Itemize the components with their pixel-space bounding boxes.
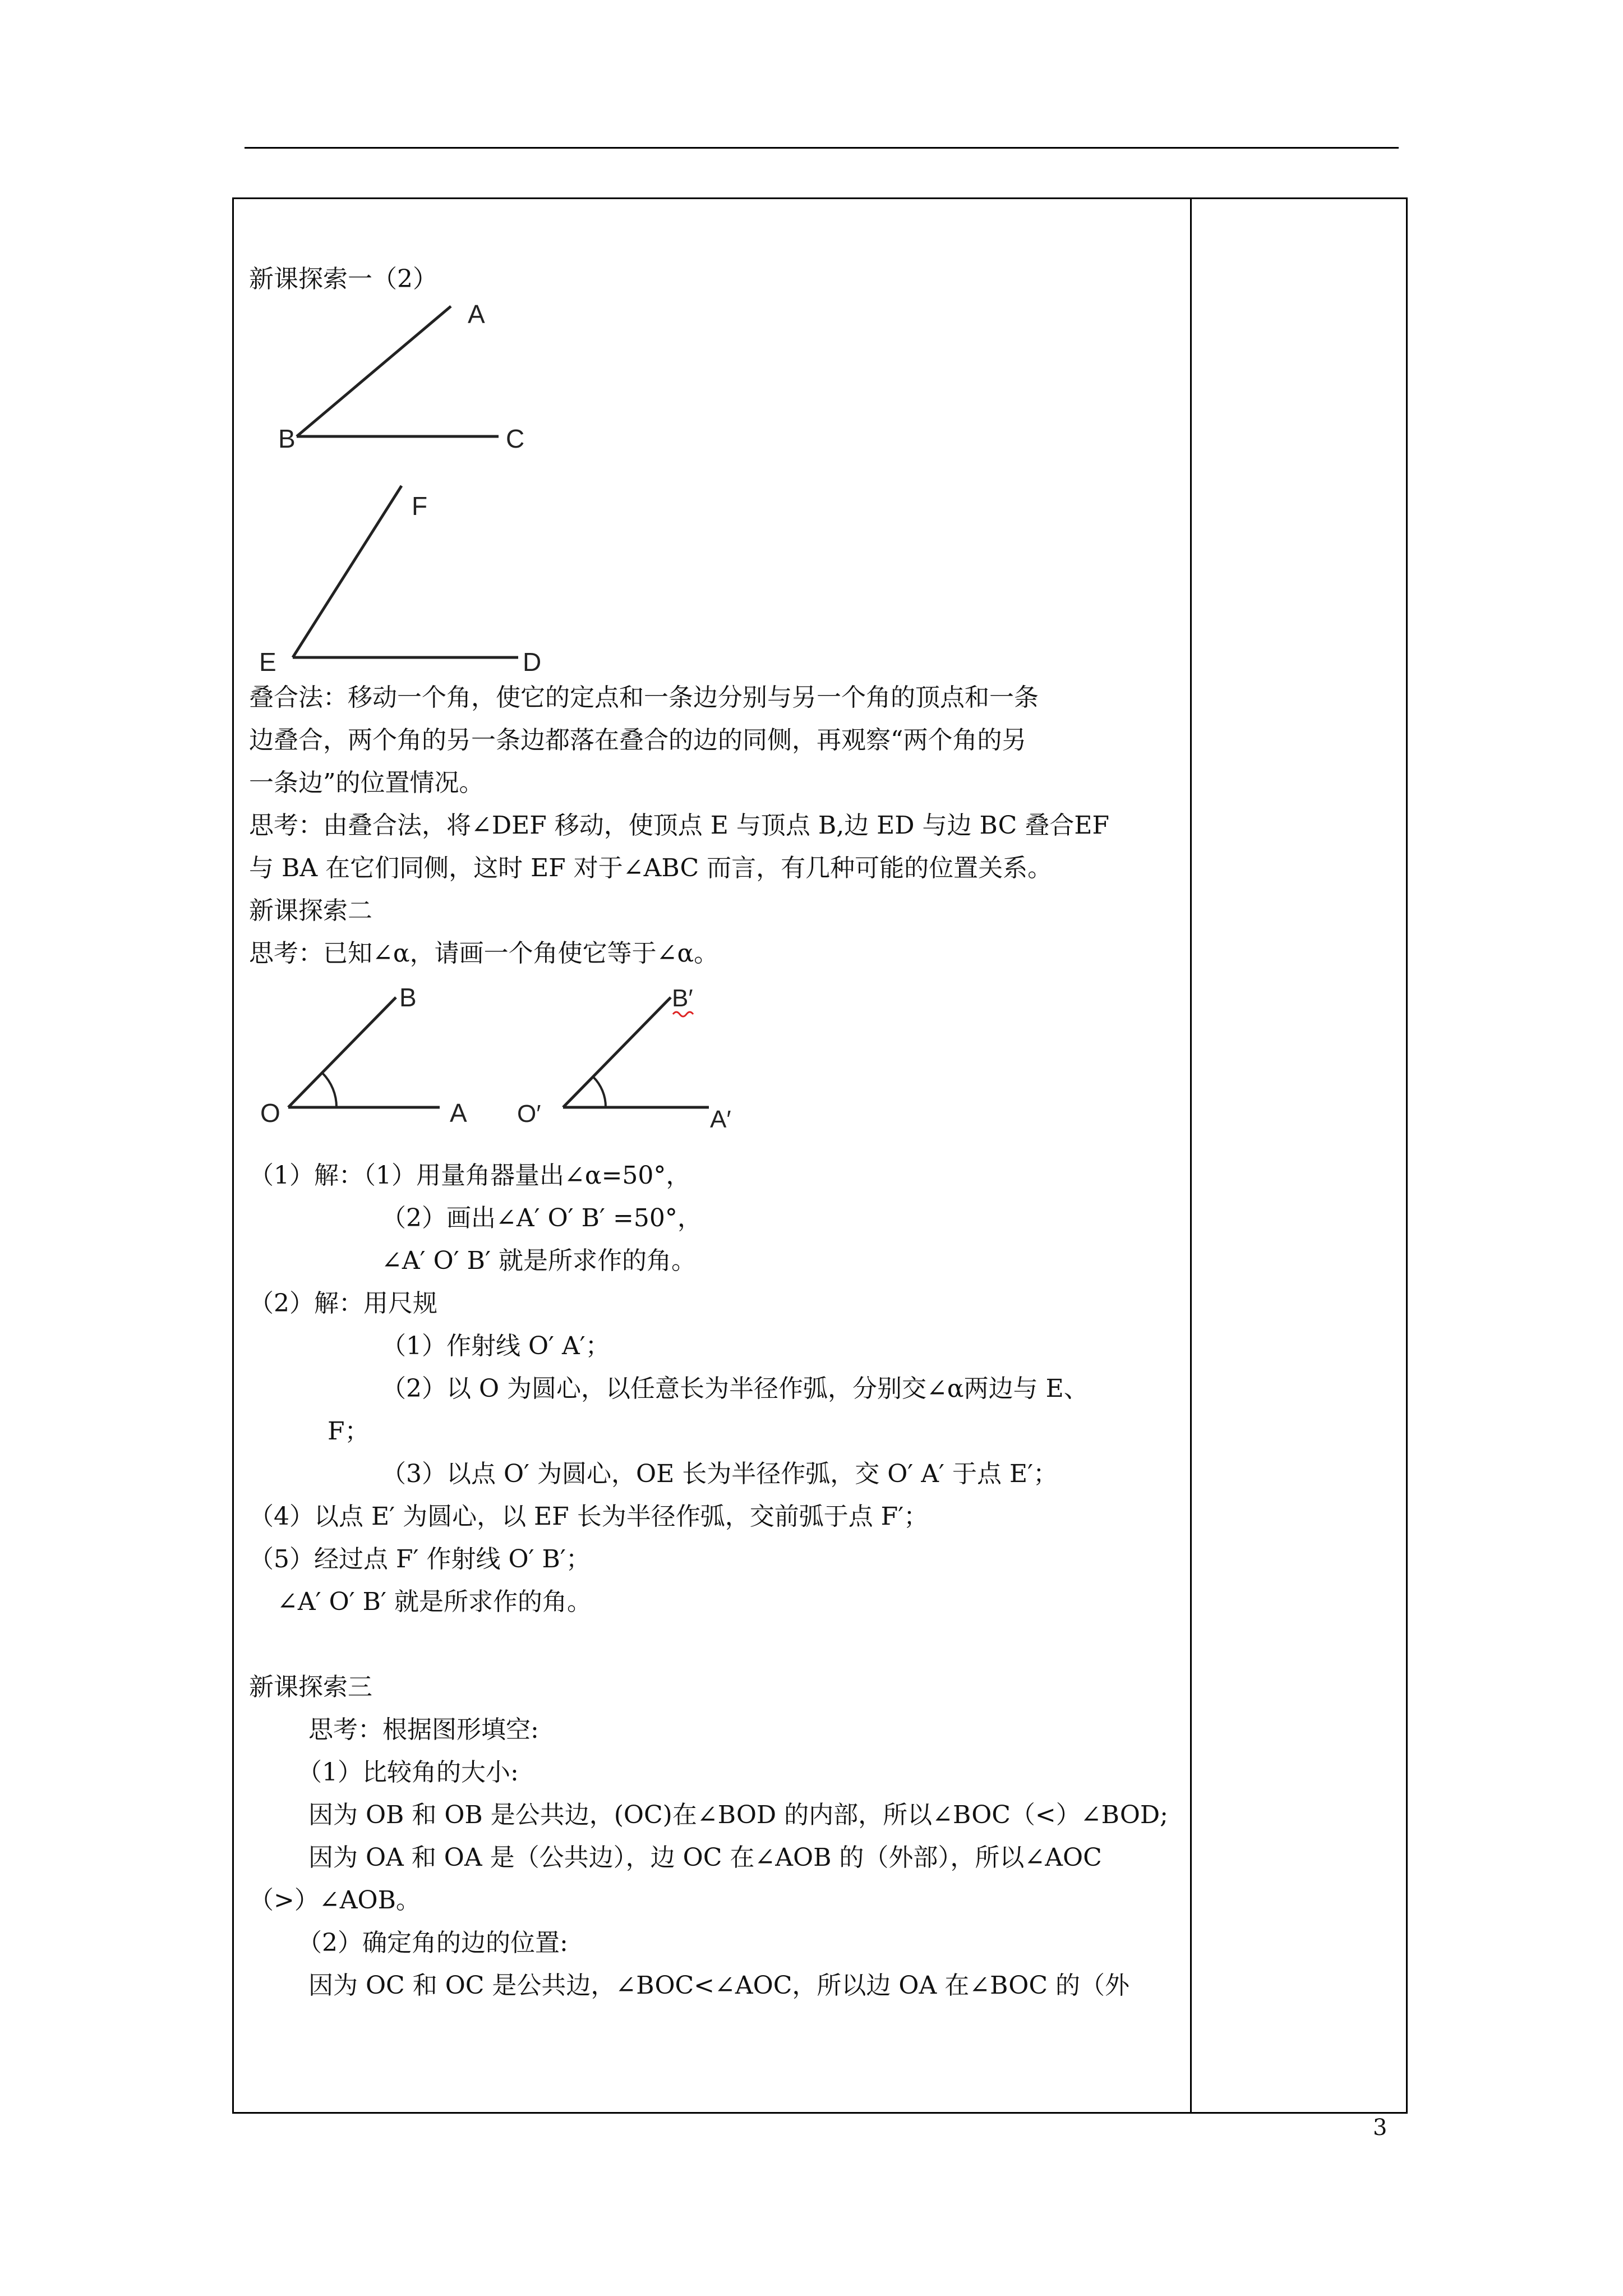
label-o: O <box>260 1098 280 1128</box>
explore3-part1: （1）比较角的大小: <box>297 1758 519 1787</box>
angle-def-figure <box>249 480 585 677</box>
solution1-step1: （1）解：（1）用量角器量出∠α=50°， <box>249 1161 691 1190</box>
label-d: D <box>523 647 542 677</box>
angle-arc-left <box>322 1073 336 1107</box>
solution2-step4: （4）以点 E′ 为圆心，以 EF 长为半径作弧，交前弧于点 F′； <box>249 1502 929 1531</box>
header-rule <box>245 147 1399 149</box>
explore3-line3: 因为 OC 和 OC 是公共边，∠BOC<∠AOC，所以边 OA 在∠BOC 的（外 <box>308 1971 1129 2000</box>
label-b: B <box>278 424 296 453</box>
solution1-step2: （2）画出∠A′ O′ B′ =50°， <box>381 1204 702 1232</box>
overlap-text-2: 边叠合，两个角的另一条边都落在叠合的边的同侧，再观察“两个角的另 <box>249 726 1027 754</box>
label-b-left: B <box>399 983 417 1012</box>
column-divider <box>1190 197 1192 2114</box>
overlap-text-1: 叠合法：移动一个角，使它的定点和一条边分别与另一个角的顶点和一条 <box>249 683 1039 712</box>
ray-ob <box>288 997 396 1107</box>
think-text-2: 与 BA 在它们同侧，这时 EF 对于∠ABC 而言，有几种可能的位置关系。 <box>249 854 1053 882</box>
explore3-heading: 新课探索三 <box>249 1673 372 1701</box>
solution2-conclusion: ∠A′ O′ B′ 就是所求作的角。 <box>277 1588 592 1616</box>
explore3-think: 思考：根据图形填空: <box>308 1715 539 1744</box>
solution2-step1: （1）作射线 O′ A′； <box>381 1332 610 1360</box>
solution1-step3: ∠A′ O′ B′ 就是所求作的角。 <box>381 1246 696 1275</box>
angle-arc-right <box>593 1077 606 1107</box>
ray-ob-prime <box>563 997 671 1107</box>
label-a-prime: A′ <box>710 1106 731 1133</box>
solution2-heading: （2）解：用尺规 <box>249 1289 437 1318</box>
label-a-left: A <box>450 1098 467 1128</box>
ray-ba <box>297 306 451 436</box>
explore3-line2-cont: （>）∠AOB。 <box>249 1886 421 1915</box>
overlap-text-3: 一条边”的位置情况。 <box>249 769 484 797</box>
solution2-step2: （2）以 O 为圆心，以任意长为半径作弧，分别交∠α两边与 E、 <box>381 1374 1089 1403</box>
solution2-step3: （3）以点 O′ 为圆心，OE 长为半径作弧，交 O′ A′ 于点 E′； <box>381 1460 1058 1488</box>
label-e: E <box>259 647 276 677</box>
angle-alpha-figures <box>249 975 810 1154</box>
explore2-question: 思考：已知∠α，请画一个角使它等于∠α。 <box>249 939 719 968</box>
label-c: C <box>506 424 525 453</box>
label-a: A <box>468 301 485 329</box>
lesson-content <box>249 258 1180 2007</box>
label-o-prime: O′ <box>517 1100 541 1128</box>
solution2-step2-cont: F； <box>328 1417 370 1446</box>
spelling-squiggle <box>673 1012 693 1016</box>
angle-abc-figure <box>249 301 585 480</box>
explore3-line1: 因为 OB 和 OB 是公共边，(OC)在∠BOD 的内部，所以∠BOC（<）∠BOD; <box>308 1801 1168 1829</box>
ray-ef <box>293 486 402 657</box>
explore3-line2: 因为 OA 和 OA 是（公共边），边 OC 在∠AOB 的（外部），所以∠AOC <box>308 1843 1102 1872</box>
label-b-prime: B′ <box>672 984 693 1012</box>
page-number: 3 <box>1373 2115 1387 2141</box>
think-text-1: 思考：由叠合法，将∠DEF 移动，使顶点 E 与顶点 B,边 ED 与边 BC 叠合EF <box>249 811 1109 840</box>
explore2-heading: 新课探索二 <box>249 896 372 925</box>
label-f: F <box>412 491 428 521</box>
explore3-part2: （2）确定角的边的位置: <box>297 1929 568 1957</box>
explore1-heading: 新课探索一（2） <box>249 265 437 293</box>
solution2-step5: （5）经过点 F′ 作射线 O′ B′； <box>249 1545 591 1573</box>
spacer <box>249 1623 1180 1666</box>
